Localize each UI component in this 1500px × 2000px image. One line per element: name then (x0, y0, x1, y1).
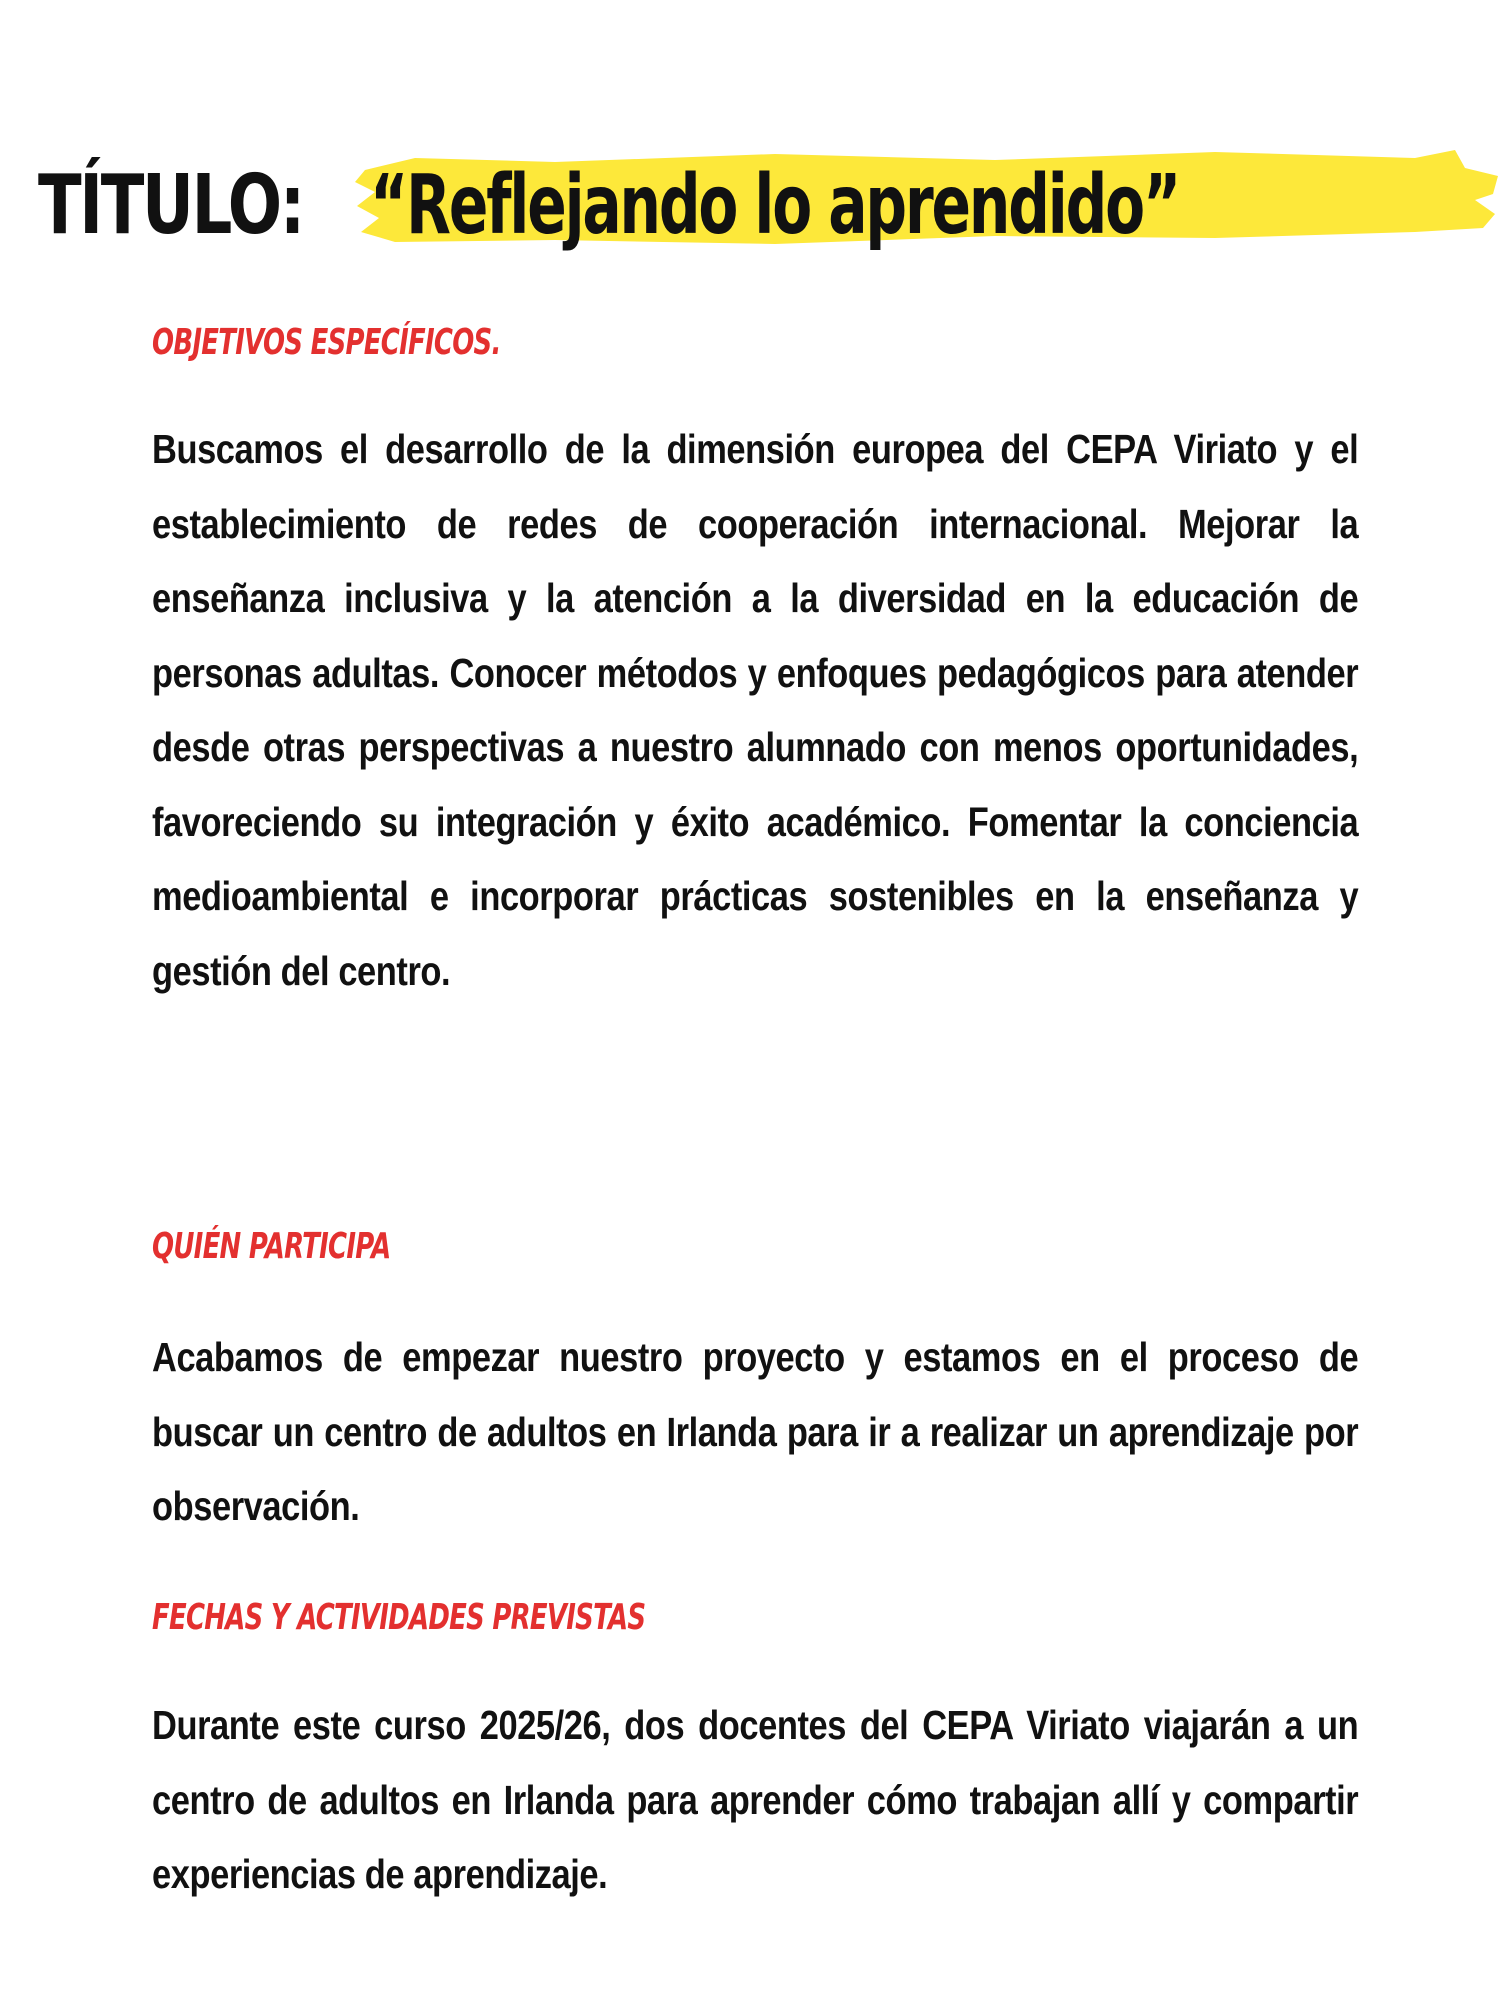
title-text: “Reflejando lo aprendido” (370, 157, 1180, 253)
section-body-participa: Acabamos de empezar nuestro proyecto y estamos en el proceso de buscar un centro de adultos en Irlanda para ir a realizar un aprendizaje por observación. (152, 1334, 1359, 1529)
title-label: TÍTULO: (38, 157, 304, 253)
section-heading-objetivos: OBJETIVOS ESPECÍFICOS. (152, 322, 501, 363)
title-row (38, 150, 333, 260)
section-heading-participa: QUIÉN PARTICIPA (152, 1226, 391, 1267)
section-objetivos (152, 318, 1358, 1008)
section-heading-fechas: FECHAS Y ACTIVIDADES PREVISTAS (152, 1597, 646, 1638)
section-participa (152, 1222, 1358, 1544)
section-fechas (152, 1593, 1358, 1912)
section-body-fechas: Durante este curso 2025/26, dos docentes del CEPA Viriato viajarán a un centro de adultos en Irlanda para aprender cómo trabajan allí y compartir experiencias de aprendizaje. (152, 1702, 1359, 1897)
section-body-objetivos: Buscamos el desarrollo de la dimensión europea del CEPA Viriato y el establecimiento de redes de cooperación internacional. Mejorar la enseñanza inclusiva y la atención a la diversidad en la educación de personas adultas. Conocer métodos y enfoques pedagógicos para atender desde otras perspectivas a nuestro alumnado con menos oportunidades, favoreciendo su integración y éxito académico. Fomentar la conciencia medioambiental e incorporar prácticas sostenibles en la enseñanza y gestión del centro. (152, 426, 1359, 994)
title-text-wrapper (370, 150, 1500, 260)
